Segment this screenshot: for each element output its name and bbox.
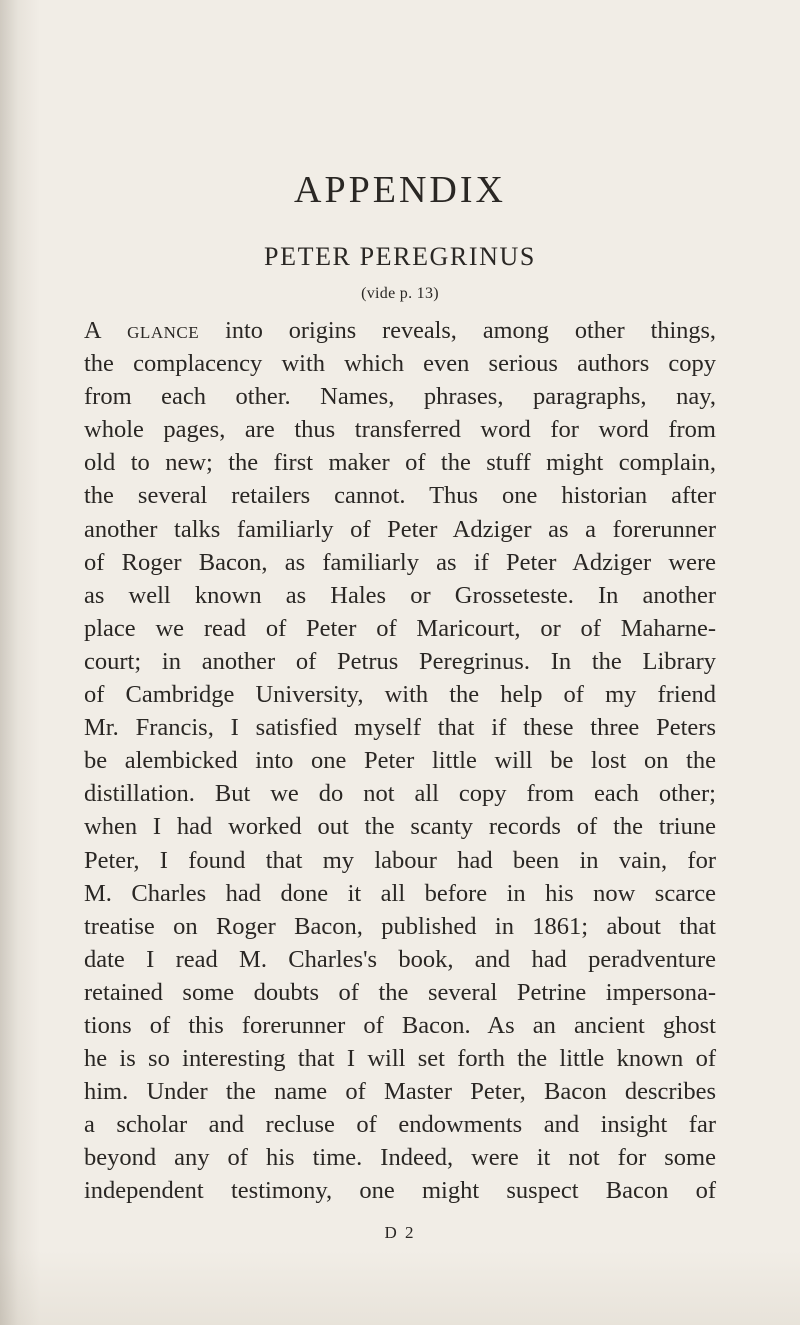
text-line: a scholar and recluse of endowments and insight far [84,1111,716,1139]
opening-words: A glance [84,317,200,344]
text-line-1 [84,314,716,347]
text-line: retained some doubts of the several Petrine impersona- [84,978,716,1006]
text-line: another talks familiarly of Peter Adziger as a forerunner [84,515,716,543]
text-line: court; in another of Petrus Peregrinus. In the Library [84,647,716,675]
section-title: PETER PEREGRINUS [264,242,536,271]
text-line: whole pages, are thus transferred word for word from [84,416,716,444]
text-line: the complacency with which even serious authors copy [84,350,716,378]
text-line: M. Charles had done it all before in his now scarce [84,879,716,907]
appendix-heading: APPENDIX [294,169,506,211]
body-text [84,314,716,1208]
page-reference: (vide p. 13) [361,285,439,302]
text-line: him. Under the name of Master Peter, Bacon describes [84,1078,716,1106]
signature-mark: D 2 [384,1223,416,1242]
text-line: the several retailers cannot. Thus one historian after [84,482,716,510]
text-line: place we read of Peter of Maricourt, or of Maharne- [84,614,716,642]
text-line: as well known as Hales or Grosseteste. In another [84,581,716,609]
text-line: date I read M. Charles's book, and had peradventure [84,945,716,973]
text-line: treatise on Roger Bacon, published in 1861; about that [84,912,716,940]
text-line: tions of this forerunner of Bacon. As an ancient ghost [84,1011,716,1039]
text-line: from each other. Names, phrases, paragraphs, nay, [84,383,716,411]
text-line: be alembicked into one Peter little will be lost on the [84,747,716,775]
text-line: old to new; the first maker of the stuff might complain, [84,449,716,477]
text-line: Peter, I found that my labour had been in vain, for [84,846,716,874]
text-line: when I had worked out the scanty records of the triune [84,813,716,841]
text-line: of Roger Bacon, as familiarly as if Peter Adziger were [84,548,716,576]
text-line: beyond any of his time. Indeed, were it not for some [84,1144,716,1172]
text-line: distillation. But we do not all copy from each other; [84,780,716,808]
text-line: he is so interesting that I will set forth the little known of [84,1045,716,1073]
text-line: Mr. Francis, I satisfied myself that if these three Peters [84,714,716,742]
text-line: of Cambridge University, with the help of my friend [84,681,716,709]
text-line: independent testimony, one might suspect Bacon of [84,1177,716,1205]
text-line-1-rest: into origins reveals, among other things, [199,317,716,344]
